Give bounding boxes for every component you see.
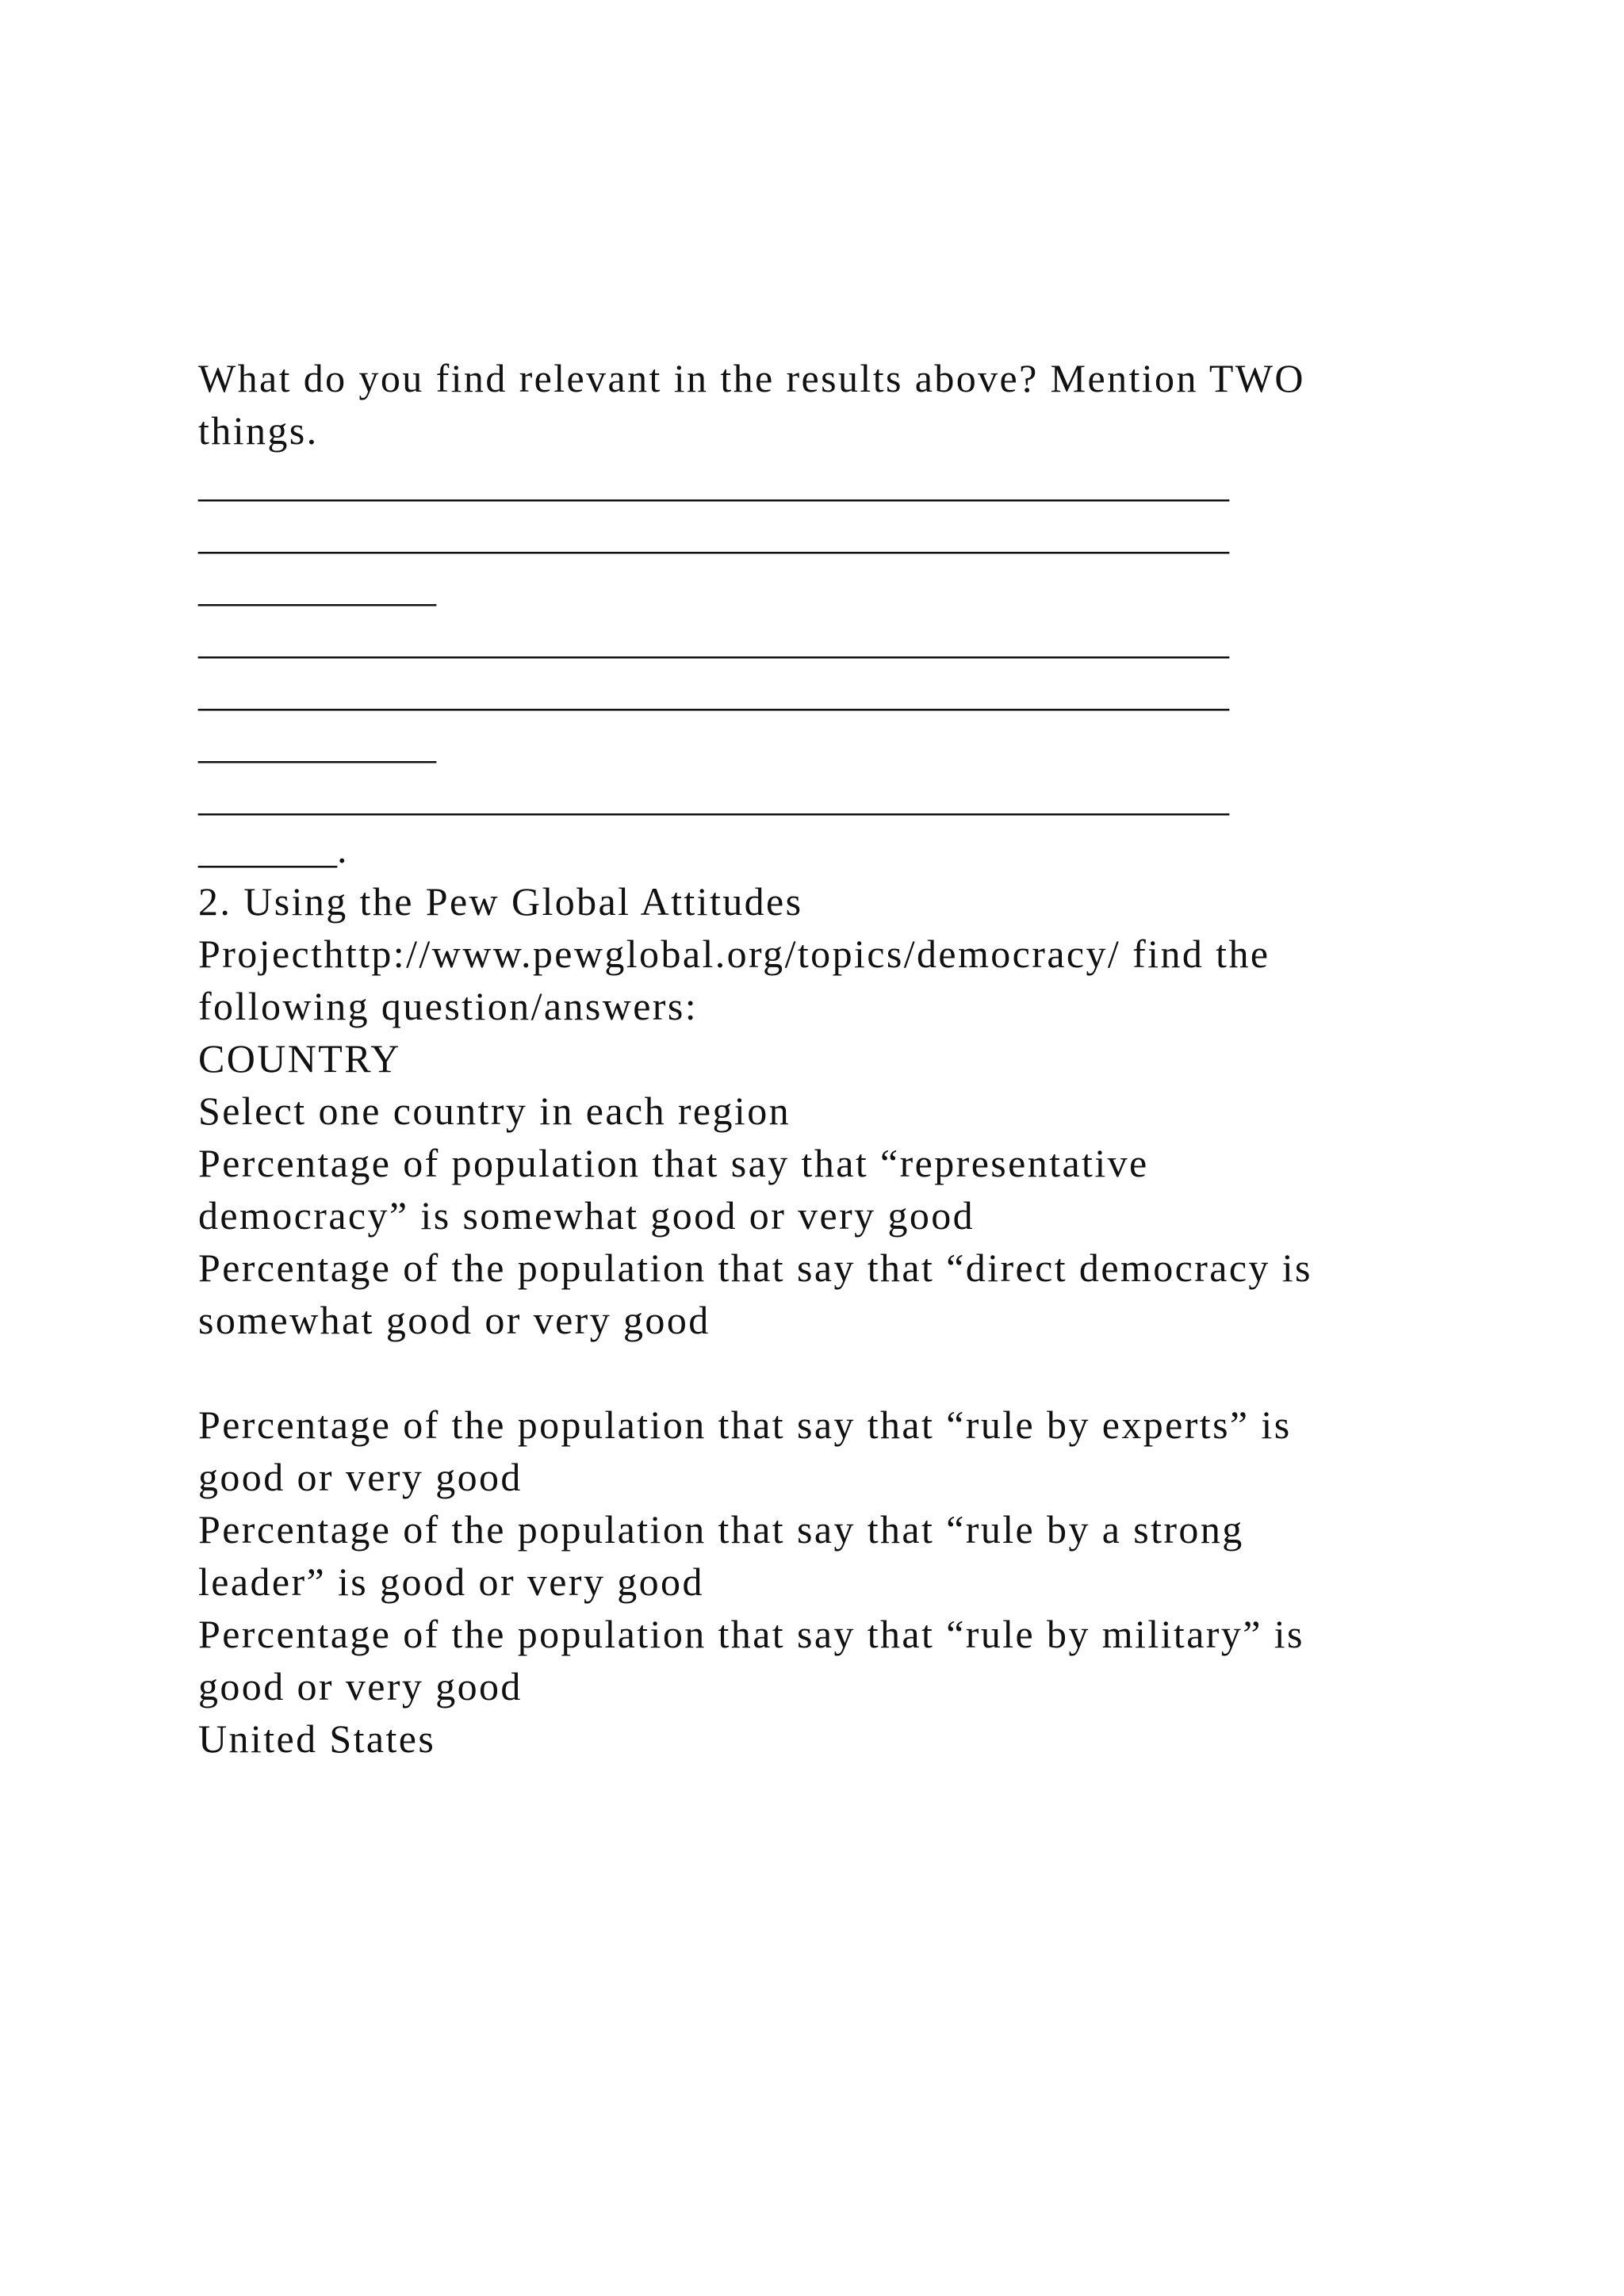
column-header-representative-democracy-1: Percentage of population that say that “representative [198, 1141, 1149, 1185]
blank-line [198, 1346, 1467, 1399]
column-header-direct-democracy-1: Percentage of the population that say that “direct democracy is [198, 1246, 1312, 1290]
question-prompt-line-1: What do you find relevant in the results above? Mention TWO [198, 356, 1305, 400]
answer-blank-line-4: ____________________________________________________ [198, 618, 1229, 662]
question-2-heading-line-1: 2. Using the Pew Global Attitudes [198, 879, 803, 924]
answer-blank-line-7: ____________________________________________________ [198, 775, 1229, 819]
column-header-rule-by-military-1: Percentage of the population that say that “rule by military” is [198, 1612, 1304, 1656]
answer-blank-line-2: ____________________________________________________ [198, 513, 1229, 557]
column-header-strong-leader-1: Percentage of the population that say that “rule by a strong [198, 1507, 1244, 1552]
column-header-rule-by-military-2: good or very good [198, 1664, 523, 1709]
question-prompt-line-2: things. [198, 408, 319, 453]
answer-blank-line-8: _______. [198, 827, 347, 871]
answer-blank-line-5: ____________________________________________________ [198, 670, 1229, 714]
column-header-direct-democracy-2: somewhat good or very good [198, 1298, 710, 1342]
question-2-heading-line-2: Projecthttp://www.pewglobal.org/topics/democracy/ find the [198, 932, 1270, 976]
column-header-rule-by-experts-2: good or very good [198, 1455, 523, 1499]
question-2-heading-line-3: following question/answers: [198, 984, 699, 1028]
column-header-country: COUNTRY [198, 1036, 401, 1081]
answer-blank-line-1: ____________________________________________________ [198, 461, 1229, 505]
column-header-rule-by-experts-1: Percentage of the population that say that “rule by experts” is [198, 1402, 1292, 1447]
column-header-representative-democracy-2: democracy” is somewhat good or very good [198, 1193, 975, 1238]
document-body [198, 352, 1467, 1765]
answer-blank-line-6: ____________ [198, 722, 436, 767]
column-header-strong-leader-2: leader” is good or very good [198, 1559, 704, 1604]
country-row-united-states: United States [198, 1716, 436, 1761]
column-header-select-country: Select one country in each region [198, 1089, 791, 1133]
answer-blank-line-3: ____________ [198, 565, 436, 610]
